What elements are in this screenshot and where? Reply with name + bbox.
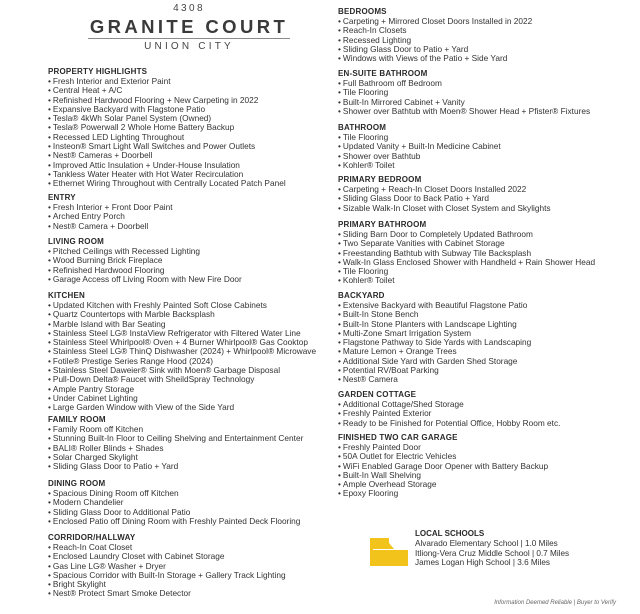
feature-item: • Fresh Interior and Exterior Paint bbox=[48, 77, 333, 86]
feature-item: • Refinished Hardwood Flooring bbox=[48, 266, 333, 275]
section-bathroom bbox=[338, 122, 628, 170]
section-title: PRIMARY BATHROOM bbox=[338, 220, 427, 229]
feature-item: • Sliding Glass Door to Additional Patio bbox=[48, 508, 333, 517]
section-title: ENTRY bbox=[48, 193, 76, 202]
feature-item: • Nest® Cameras + Doorbell bbox=[48, 151, 333, 160]
feature-item: • Nest® Camera bbox=[338, 375, 628, 384]
section-kitchen bbox=[48, 290, 333, 413]
section-title: CORRIDOR/HALLWAY bbox=[48, 533, 136, 542]
section-primary-bathroom bbox=[338, 219, 628, 286]
feature-list bbox=[338, 301, 628, 385]
feature-item: • Full Bathroom off Bedroom bbox=[338, 79, 628, 88]
feature-item: • Spacious Dining Room off Kitchen bbox=[48, 489, 333, 498]
feature-item: • Large Garden Window with View of the Side Yard bbox=[48, 403, 333, 412]
feature-item: • Nest® Camera + Doorbell bbox=[48, 222, 333, 231]
feature-item: • Built-In Stone Planters with Landscape Lighting bbox=[338, 320, 628, 329]
feature-item: • Additional Side Yard with Garden Shed Storage bbox=[338, 357, 628, 366]
feature-item: • Quartz Countertops with Marble Backsplash bbox=[48, 310, 333, 319]
feature-item: • Sliding Glass Door to Patio + Yard bbox=[48, 462, 333, 471]
feature-list bbox=[48, 543, 333, 599]
feature-list bbox=[338, 443, 628, 499]
feature-item: • Tesla® 4kWh Solar Panel System (Owned) bbox=[48, 114, 333, 123]
feature-list bbox=[48, 489, 333, 526]
section-family-room bbox=[48, 414, 333, 471]
school-row: James Logan High School | 3.6 Miles bbox=[415, 558, 551, 568]
feature-item: • Sliding Glass Door to Back Patio + Yard bbox=[338, 194, 628, 203]
feature-list bbox=[338, 230, 628, 286]
section-finished-two-car-garage bbox=[338, 432, 628, 499]
feature-item: • Sizable Walk-In Closet with Closet System and Skylights bbox=[338, 204, 628, 213]
feature-item: • Sliding Glass Door to Patio + Yard bbox=[338, 45, 628, 54]
feature-item: • Freshly Painted Exterior bbox=[338, 409, 628, 418]
feature-item: • Spacious Corridor with Built-In Storage + Gallery Track Lighting bbox=[48, 571, 333, 580]
feature-item: • Modern Chandelier bbox=[48, 498, 333, 507]
section-title: DINING ROOM bbox=[48, 479, 106, 488]
feature-item: • Refinished Hardwood Flooring + New Carpeting in 2022 bbox=[48, 96, 333, 105]
section-title: BEDROOMS bbox=[338, 7, 387, 16]
feature-item: • Tile Flooring bbox=[338, 133, 628, 142]
feature-item: • 50A Outlet for Electric Vehicles bbox=[338, 452, 628, 461]
section-title: GARDEN COTTAGE bbox=[338, 390, 417, 399]
section-title: PROPERTY HIGHLIGHTS bbox=[48, 67, 148, 76]
feature-item: • Stainless Steel LG® InstaView Refrigerator with Filtered Water Line bbox=[48, 329, 333, 338]
feature-item: • Pull-Down Delta® Faucet with SheildSpray Technology bbox=[48, 375, 333, 384]
feature-item: • Enclosed Laundry Closet with Cabinet Storage bbox=[48, 552, 333, 561]
section-corridor-hallway bbox=[48, 532, 333, 599]
feature-item: • Recessed Lighting bbox=[338, 36, 628, 45]
local-schools bbox=[370, 526, 630, 572]
feature-item: • Sliding Barn Door to Completely Updated Bathroom bbox=[338, 230, 628, 239]
section-bedrooms bbox=[338, 6, 628, 63]
feature-item: • BALI® Roller Blinds + Shades bbox=[48, 444, 333, 453]
feature-item: • Recessed LED Lighting Throughout bbox=[48, 133, 333, 142]
feature-item: • Arched Entry Porch bbox=[48, 212, 333, 221]
section-title: KITCHEN bbox=[48, 291, 85, 300]
section-title: LIVING ROOM bbox=[48, 237, 104, 246]
section-backyard bbox=[338, 290, 628, 385]
feature-item: • Additional Cottage/Shed Storage bbox=[338, 400, 628, 409]
section-primary-bedroom bbox=[338, 174, 628, 213]
feature-item: • Bright Skylight bbox=[48, 580, 333, 589]
school-row: Itliong-Vera Cruz Middle School | 0.7 Miles bbox=[415, 548, 570, 558]
feature-item: • Potential RV/Boat Parking bbox=[338, 366, 628, 375]
feature-item: • Improved Attic Insulation + Under-House Insulation bbox=[48, 161, 333, 170]
feature-item: • Updated Kitchen with Freshly Painted Soft Close Cabinets bbox=[48, 301, 333, 310]
section-entry bbox=[48, 192, 333, 231]
section-title: PRIMARY BEDROOM bbox=[338, 175, 422, 184]
feature-item: • WiFi Enabled Garage Door Opener with Battery Backup bbox=[338, 462, 628, 471]
property-title: GRANITE COURT bbox=[89, 16, 289, 37]
feature-list bbox=[338, 185, 628, 213]
feature-item: • Tile Flooring bbox=[338, 267, 628, 276]
feature-item: • Carpeting + Reach-In Closet Doors Installed 2022 bbox=[338, 185, 628, 194]
feature-item: • Extensive Backyard with Beautiful Flagstone Patio bbox=[338, 301, 628, 310]
section-property-highlights bbox=[48, 66, 333, 189]
feature-item: • Kohler® Toilet bbox=[338, 276, 628, 285]
feature-item: • Windows with Views of the Patio + Side Yard bbox=[338, 54, 628, 63]
feature-item: • Expansive Backyard with Flagstone Patio bbox=[48, 105, 333, 114]
feature-list bbox=[338, 17, 628, 63]
feature-item: • Tankless Water Heater with Hot Water Recirculation bbox=[48, 170, 333, 179]
feature-item: • Fresh Interior + Front Door Paint bbox=[48, 203, 333, 212]
feature-item: • Reach-In Coat Closet bbox=[48, 543, 333, 552]
feature-item: • Stainless Steel Whirlpool® Oven + 4 Burner Whirlpool® Gas Cooktop bbox=[48, 338, 333, 347]
feature-item: • Stainless Steel Daweier® Sink with Moen® Garbage Disposal bbox=[48, 366, 333, 375]
feature-item: • Ample Pantry Storage bbox=[48, 385, 333, 394]
feature-item: • Shower over Bathtub bbox=[338, 152, 628, 161]
school-flag-icon bbox=[370, 536, 410, 566]
section-garden-cottage bbox=[338, 389, 628, 428]
property-city: UNION CITY bbox=[144, 41, 234, 52]
feature-list bbox=[338, 133, 628, 170]
feature-item: • Multi-Zone Smart Irrigation System bbox=[338, 329, 628, 338]
feature-item: • Freshly Painted Door bbox=[338, 443, 628, 452]
feature-item: • Carpeting + Mirrored Closet Doors Installed in 2022 bbox=[338, 17, 628, 26]
feature-item: • Built-In Stone Bench bbox=[338, 310, 628, 319]
feature-list bbox=[48, 301, 333, 413]
section-title: FINISHED TWO CAR GARAGE bbox=[338, 433, 458, 442]
section-title: BACKYARD bbox=[338, 291, 385, 300]
section-title: EN-SUITE BATHROOM bbox=[338, 69, 428, 78]
feature-item: • Enclosed Patio off Dining Room with Freshly Painted Deck Flooring bbox=[48, 517, 333, 526]
feature-list bbox=[338, 400, 628, 428]
feature-item: • Fotile® Prestige Series Range Hood (2024) bbox=[48, 357, 333, 366]
section-living-room bbox=[48, 236, 333, 284]
feature-item: • Tesla® Powerwall 2 Whole Home Battery Backup bbox=[48, 123, 333, 132]
feature-item: • Central Heat + A/C bbox=[48, 86, 333, 95]
feature-item: • Mature Lemon + Orange Trees bbox=[338, 347, 628, 356]
feature-item: • Walk-In Glass Enclosed Shower with Handheld + Rain Shower Head bbox=[338, 258, 628, 267]
feature-item: • Stainless Steel LG® ThinQ Dishwasher (2024) + Whirlpool® Microwave bbox=[48, 347, 333, 356]
feature-item: • Two Separate Vanities with Cabinet Storage bbox=[338, 239, 628, 248]
feature-item: • Kohler® Toilet bbox=[338, 161, 628, 170]
feature-list bbox=[48, 247, 333, 284]
disclaimer-note: Information Deemed Reliable | Buyer to Verify bbox=[494, 600, 616, 606]
school-row: Alvarado Elementary School | 1.0 Miles bbox=[415, 539, 558, 548]
feature-item: • Garage Access off Living Room with New Fire Door bbox=[48, 275, 333, 284]
feature-item: • Solar Charged Skylight bbox=[48, 453, 333, 462]
property-header bbox=[48, 0, 330, 56]
section-title: FAMILY ROOM bbox=[48, 415, 106, 424]
feature-list bbox=[338, 79, 628, 116]
feature-item: • Stunning Built-In Floor to Ceiling Shelving and Entertainment Center bbox=[48, 434, 333, 443]
feature-list bbox=[48, 77, 333, 189]
feature-item: • Built-In Wall Shelving bbox=[338, 471, 628, 480]
feature-item: • Updated Vanity + Built-In Medicine Cabinet bbox=[338, 142, 628, 151]
feature-item: • Ethernet Wiring Throughout with Centrally Located Patch Panel bbox=[48, 179, 333, 188]
feature-item: • Under Cabinet Lighting bbox=[48, 394, 333, 403]
schools-label: LOCAL SCHOOLS bbox=[415, 529, 485, 538]
feature-list bbox=[48, 203, 333, 231]
feature-item: • Wood Burning Brick Fireplace bbox=[48, 256, 333, 265]
feature-item: • Flagstone Pathway to Side Yards with Landscaping bbox=[338, 338, 628, 347]
feature-item: • Ample Overhead Storage bbox=[338, 480, 628, 489]
feature-item: • Nest® Protect Smart Smoke Detector bbox=[48, 589, 333, 598]
section-dining-room bbox=[48, 478, 333, 526]
feature-list bbox=[48, 425, 333, 471]
section-title: BATHROOM bbox=[338, 123, 387, 132]
feature-item: • Built-In Mirrored Cabinet + Vanity bbox=[338, 98, 628, 107]
feature-item: • Reach-In Closets bbox=[338, 26, 628, 35]
street-number: 4308 bbox=[173, 3, 205, 14]
feature-item: • Shower over Bathtub with Moen® Shower Head + Pfister® Fixtures bbox=[338, 107, 628, 116]
feature-item: • Family Room off Kitchen bbox=[48, 425, 333, 434]
feature-item: • Insteon® Smart Light Wall Switches and Power Outlets bbox=[48, 142, 333, 151]
school-list bbox=[415, 539, 569, 568]
feature-item: • Epoxy Flooring bbox=[338, 489, 628, 498]
feature-item: • Marble Island with Bar Seating bbox=[48, 320, 333, 329]
section-en-suite-bathroom bbox=[338, 68, 628, 116]
feature-item: • Ready to be Finished for Potential Office, Hobby Room etc. bbox=[338, 419, 628, 428]
feature-item: • Tile Flooring bbox=[338, 88, 628, 97]
feature-item: • Freestanding Bathtub with Subway Tile Backsplash bbox=[338, 249, 628, 258]
feature-item: • Gas Line LG® Washer + Dryer bbox=[48, 562, 333, 571]
header-divider bbox=[88, 38, 290, 39]
feature-item: • Pitched Ceilings with Recessed Lighting bbox=[48, 247, 333, 256]
